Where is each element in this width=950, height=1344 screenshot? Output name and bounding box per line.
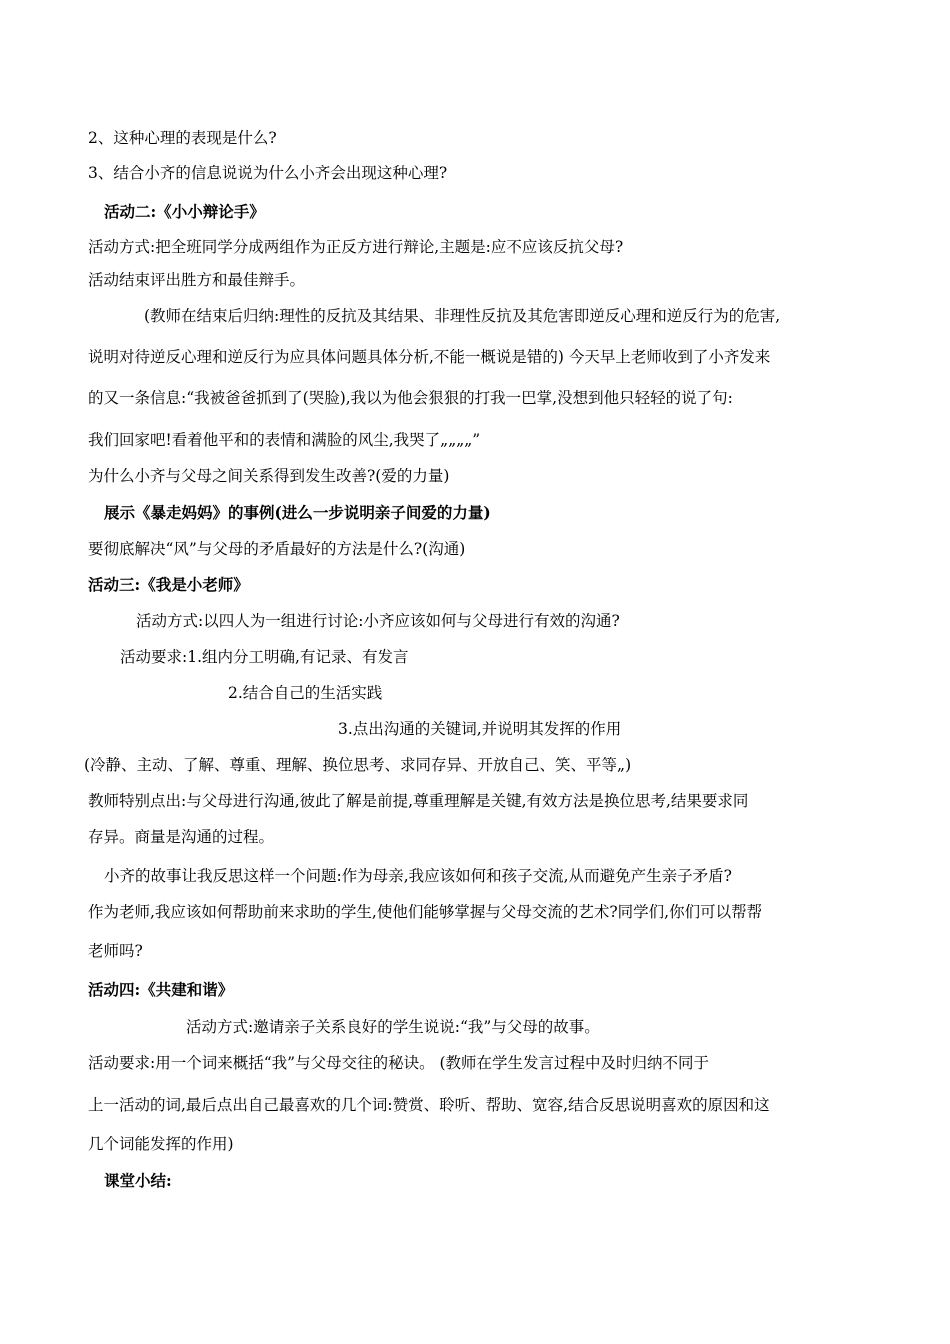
text-line: 活动结束评出胜方和最佳辩手。 <box>88 271 306 289</box>
text-line: 活动方式:以四人为一组进行讨论:小齐应该如何与父母进行有效的沟通? <box>136 612 620 630</box>
text-line: 2、这种心理的表现是什么? <box>88 129 277 147</box>
text-line: 为什么小齐与父母之间关系得到发生改善?(爱的力量) <box>88 467 450 485</box>
text-line: (教师在结束后归纳:理性的反抗及其结果、非理性反抗及其危害即逆反心理和逆反行为的危害, <box>144 307 781 325</box>
text-line: 几个词能发挥的作用) <box>88 1135 234 1153</box>
section-heading: 课堂小结: <box>104 1171 172 1190</box>
text-line: 说明对待逆反心理和逆反行为应具体问题具体分析,不能一概说是错的) 今天早上老师收到了小齐发来 <box>88 348 771 366</box>
text-line: 3.点出沟通的关键词,并说明其发挥的作用 <box>338 720 622 738</box>
text-line: 2.结合自己的生活实践 <box>228 684 383 702</box>
section-heading: 展示《暴走妈妈》的事例(进么一步说明亲子间爱的力量) <box>104 503 491 522</box>
text-line: (冷静、主动、了解、尊重、理解、换位思考、求同存异、开放自己、笑、平等„) <box>84 756 632 774</box>
text-line: 要彻底解决“风”与父母的矛盾最好的方法是什么?(沟通) <box>88 540 466 558</box>
text-line: 教师特别点出:与父母进行沟通,彼此了解是前提,尊重理解是关键,有效方法是换位思考,结果要求同 <box>88 792 749 810</box>
text-line: 活动方式:邀请亲子关系良好的学生说说:“我”与父母的故事。 <box>186 1018 600 1036</box>
text-line: 活动要求:用一个词来概括“我”与父母交往的秘诀。 (教师在学生发言过程中及时归纳不同于 <box>88 1054 710 1072</box>
text-line: 老师吗? <box>88 942 143 960</box>
text-line: 活动要求:1.组内分工明确,有记录、有发言 <box>120 648 409 666</box>
section-heading: 活动二:《小小辩论手》 <box>104 202 265 221</box>
section-heading: 活动三:《我是小老师》 <box>88 575 249 594</box>
text-line: 我们回家吧!看着他平和的表情和满脸的风尘,我哭了„„„„” <box>88 431 481 449</box>
text-line: 上一活动的词,最后点出自己最喜欢的几个词:赞赏、聆听、帮助、宽容,结合反思说明喜欢的原因和这 <box>88 1096 770 1114</box>
text-line: 存异。商量是沟通的过程。 <box>88 828 275 846</box>
text-line: 活动方式:把全班同学分成两组作为正反方进行辩论,主题是:应不应该反抗父母? <box>88 238 624 256</box>
text-line: 3、结合小齐的信息说说为什么小齐会出现这种心理? <box>88 164 448 182</box>
section-heading: 活动四:《共建和谐》 <box>88 980 234 999</box>
text-line: 的又一条信息:“我被爸爸抓到了(哭脸),我以为他会狠狠的打我一巴掌,没想到他只轻轻的说了句: <box>88 389 733 407</box>
text-line: 作为老师,我应该如何帮助前来求助的学生,使他们能够掌握与父母交流的艺术?同学们,你们可以帮帮 <box>88 903 763 921</box>
text-line: 小齐的故事让我反思这样一个问题:作为母亲,我应该如何和孩子交流,从而避免产生亲子矛盾? <box>104 867 732 885</box>
